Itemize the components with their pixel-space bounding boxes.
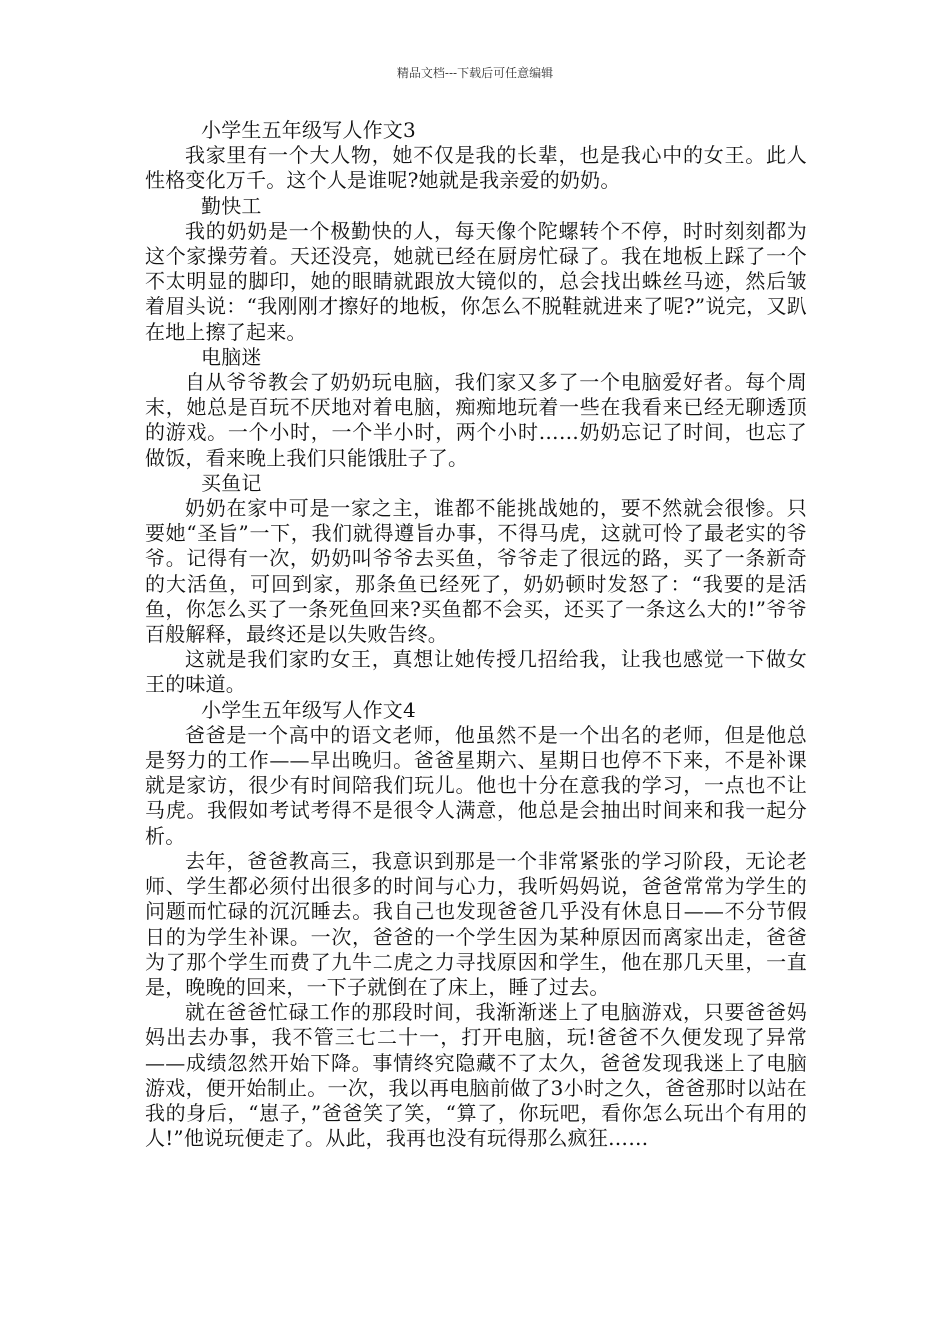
paragraph-father-teacher: 爸爸是一个高中的语文老师，他虽然不是一个出名的老师，但是他总是努力的工作——早出晚归。爸爸星期六、星期日也停不下来，不是补课就是家访，很少有时间陪我们玩儿。他也十分在意我的学习，一点也不让马虎。我假如考试考得不是很令人满意，他总是会抽出时间来和我一起分析。 <box>145 722 807 848</box>
page-header: 精品文档---下载后可任意编辑 <box>396 66 554 80</box>
paragraph-computer-fan: 自从爷爷教会了奶奶玩电脑，我们家又多了一个电脑爱好者。每个周末，她总是百玩不厌地对着电脑，痴痴地玩着一些在我看来已经无聊透顶的游戏。一个小时，一个半小时，两个小时……奶奶忘记了时间，也忘了做饭，看来晚上我们只能饿肚子了。 <box>145 370 807 470</box>
essay-title-3: 小学生五年级写人作文3 <box>201 118 416 142</box>
paragraph-buying-fish: 奶奶在家中可是一家之主，谁都不能挑战她的，要不然就会很惨。只要她“圣旨”一下，我们就得遵旨办事，不得马虎，这就可怜了最老实的爷爷。记得有一次，奶奶叫爷爷去买鱼，爷爷走了很远的路，买了一条新奇的大活鱼，可回到家，那条鱼已经死了，奶奶顿时发怒了：“我要的是活鱼，你怎么买了一条死鱼回来?买鱼都不会买，还买了一条这么大的!”爷爷百般解释，最终还是以失败告终。 <box>145 496 807 647</box>
section-heading-hardworking: 勤快工 <box>201 193 262 218</box>
section-heading-buying-fish: 买鱼记 <box>201 470 262 495</box>
paragraph-conclusion: 这就是我们家旳女王，真想让她传授几招给我，让我也感觉一下做女王的味道。 <box>145 647 807 697</box>
paragraph-last-year: 去年，爸爸教高三，我意识到那是一个非常紧张的学习阶段，无论老师、学生都必须付出很多的时间与心力，我听妈妈说，爸爸常常为学生的问题而忙碌的沉沉睡去。我自己也发现爸爸几乎没有休息日——不分节假日的为学生补课。一次，爸爸的一个学生因为某种原因而离家出走，爸爸为了那个学生而费了九牛二虎之力寻找原因和学生，他在那几天里，一直是，晚晚的回来，一下子就倒在了床上，睡了过去。 <box>145 848 807 999</box>
paragraph-hardworking: 我的奶奶是一个极勤快的人，每天像个陀螺转个不停，时时刻刻都为这个家操劳着。天还没亮，她就已经在厨房忙碌了。我在地板上踩了一个不太明显的脚印，她的眼睛就跟放大镜似的，总会找出蛛丝马迹，然后皱着眉头说：“我刚刚才擦好的地板，你怎么不脱鞋就进来了呢?”说完，又趴在地上擦了起来。 <box>145 218 807 344</box>
paragraph-computer-games: 就在爸爸忙碌工作的那段时间，我渐渐迷上了电脑游戏，只要爸爸妈妈出去办事，我不管三七二十一，打开电脑，玩!爸爸不久便发现了异常——成绩忽然开始下降。事情终究隐藏不了太久，爸爸发现我迷上了电脑游戏，便开始制止。一次，我以再电脑前做了3小时之久，爸爸那时以站在我的身后，“崽子，”爸爸笑了笑，“算了，你玩吧，看你怎么玩出个有用的人!”他说玩便走了。从此，我再也没有玩得那么疯狂…… <box>145 1000 807 1151</box>
paragraph-intro: 我家里有一个大人物，她不仅是我的长辈，也是我心中的女王。此人性格变化万千。这个人是谁呢?她就是我亲爱的奶奶。 <box>145 143 807 193</box>
section-heading-computer-fan: 电脑迷 <box>201 344 262 369</box>
document-body <box>145 118 807 1151</box>
essay-title-4: 小学生五年级写人作文4 <box>201 697 416 722</box>
